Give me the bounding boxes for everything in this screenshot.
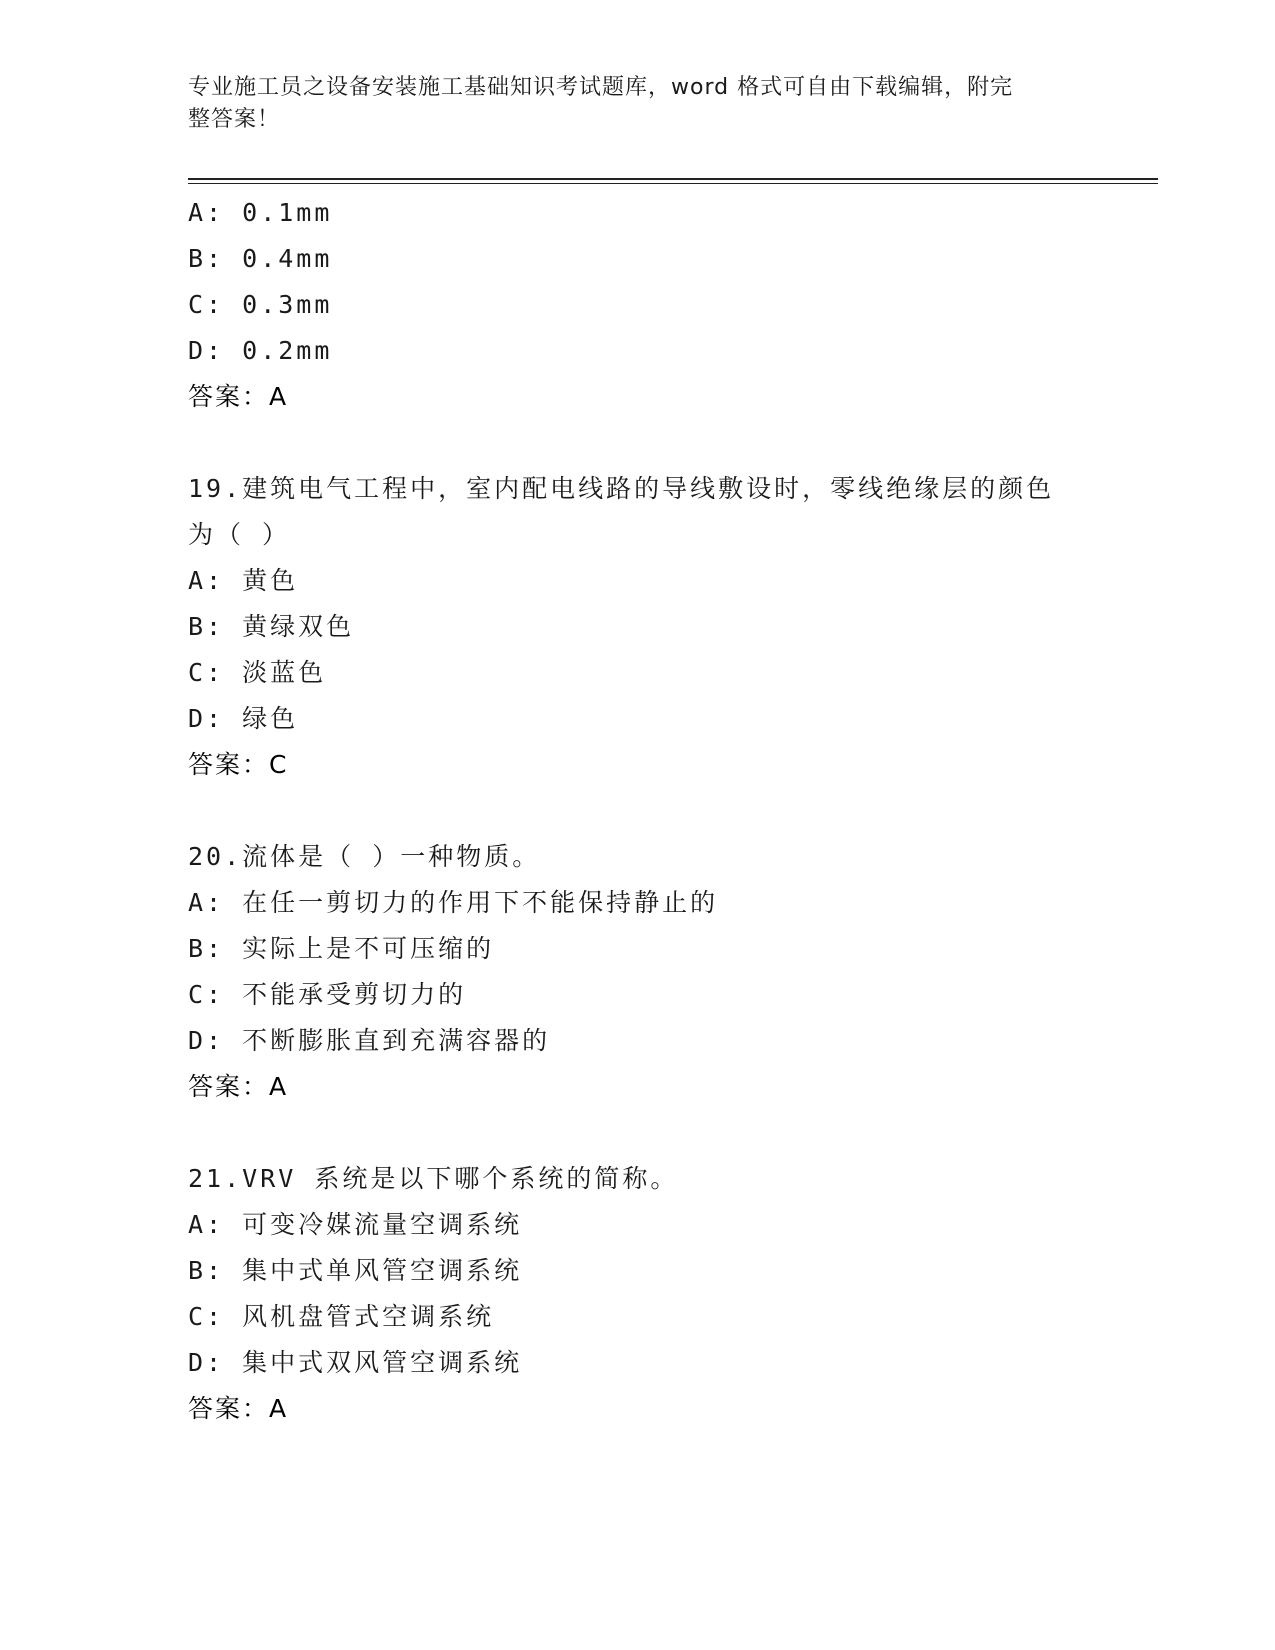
- question-text: 19.建筑电气工程中，室内配电线路的导线敷设时，零线绝缘层的颜色: [188, 474, 1055, 503]
- option-c: C: 0.3mm: [188, 290, 333, 319]
- answer: 答案：A: [188, 1394, 289, 1423]
- option-d: D: 集中式双风管空调系统: [188, 1348, 523, 1377]
- option-d: D: 绿色: [188, 704, 299, 733]
- question-text: 21.VRV 系统是以下哪个系统的简称。: [188, 1164, 679, 1193]
- option-b: B: 实际上是不可压缩的: [188, 934, 495, 963]
- option-c: C: 淡蓝色: [188, 658, 327, 687]
- question-19: [188, 466, 1088, 788]
- option-d: D: 不断膨胀直到充满容器的: [188, 1026, 551, 1055]
- spacer: [188, 788, 1088, 834]
- option-a: A: 黄色: [188, 566, 299, 595]
- question-list: [188, 190, 1088, 1432]
- answer: 答案：A: [188, 1072, 289, 1101]
- option-b: B: 黄绿双色: [188, 612, 355, 641]
- option-d: D: 0.2mm: [188, 336, 333, 365]
- option-b: B: 集中式单风管空调系统: [188, 1256, 523, 1285]
- answer: 答案：C: [188, 750, 289, 779]
- spacer: [188, 1110, 1088, 1156]
- question-20: [188, 834, 1088, 1110]
- header-line-1: 专业施工员之设备安装施工基础知识考试题库，word 格式可自由下载编辑，附完: [188, 75, 1014, 100]
- spacer: [188, 420, 1088, 466]
- answer: 答案：A: [188, 382, 289, 411]
- option-c: C: 风机盘管式空调系统: [188, 1302, 495, 1331]
- option-a: A: 0.1mm: [188, 198, 333, 227]
- option-c: C: 不能承受剪切力的: [188, 980, 467, 1009]
- question-text-continued: 为（ ）: [188, 520, 291, 549]
- header-line-2: 整答案！: [188, 107, 281, 132]
- option-b: B: 0.4mm: [188, 244, 333, 273]
- question-text: 20.流体是（ ）一种物质。: [188, 842, 541, 871]
- option-a: A: 可变冷媒流量空调系统: [188, 1210, 523, 1239]
- question-21: [188, 1156, 1088, 1432]
- document-header: [188, 72, 1068, 136]
- header-rule-thick: [188, 178, 1158, 180]
- header-rule-thin: [188, 183, 1158, 184]
- option-a: A: 在任一剪切力的作用下不能保持静止的: [188, 888, 719, 917]
- question-18: [188, 190, 1088, 420]
